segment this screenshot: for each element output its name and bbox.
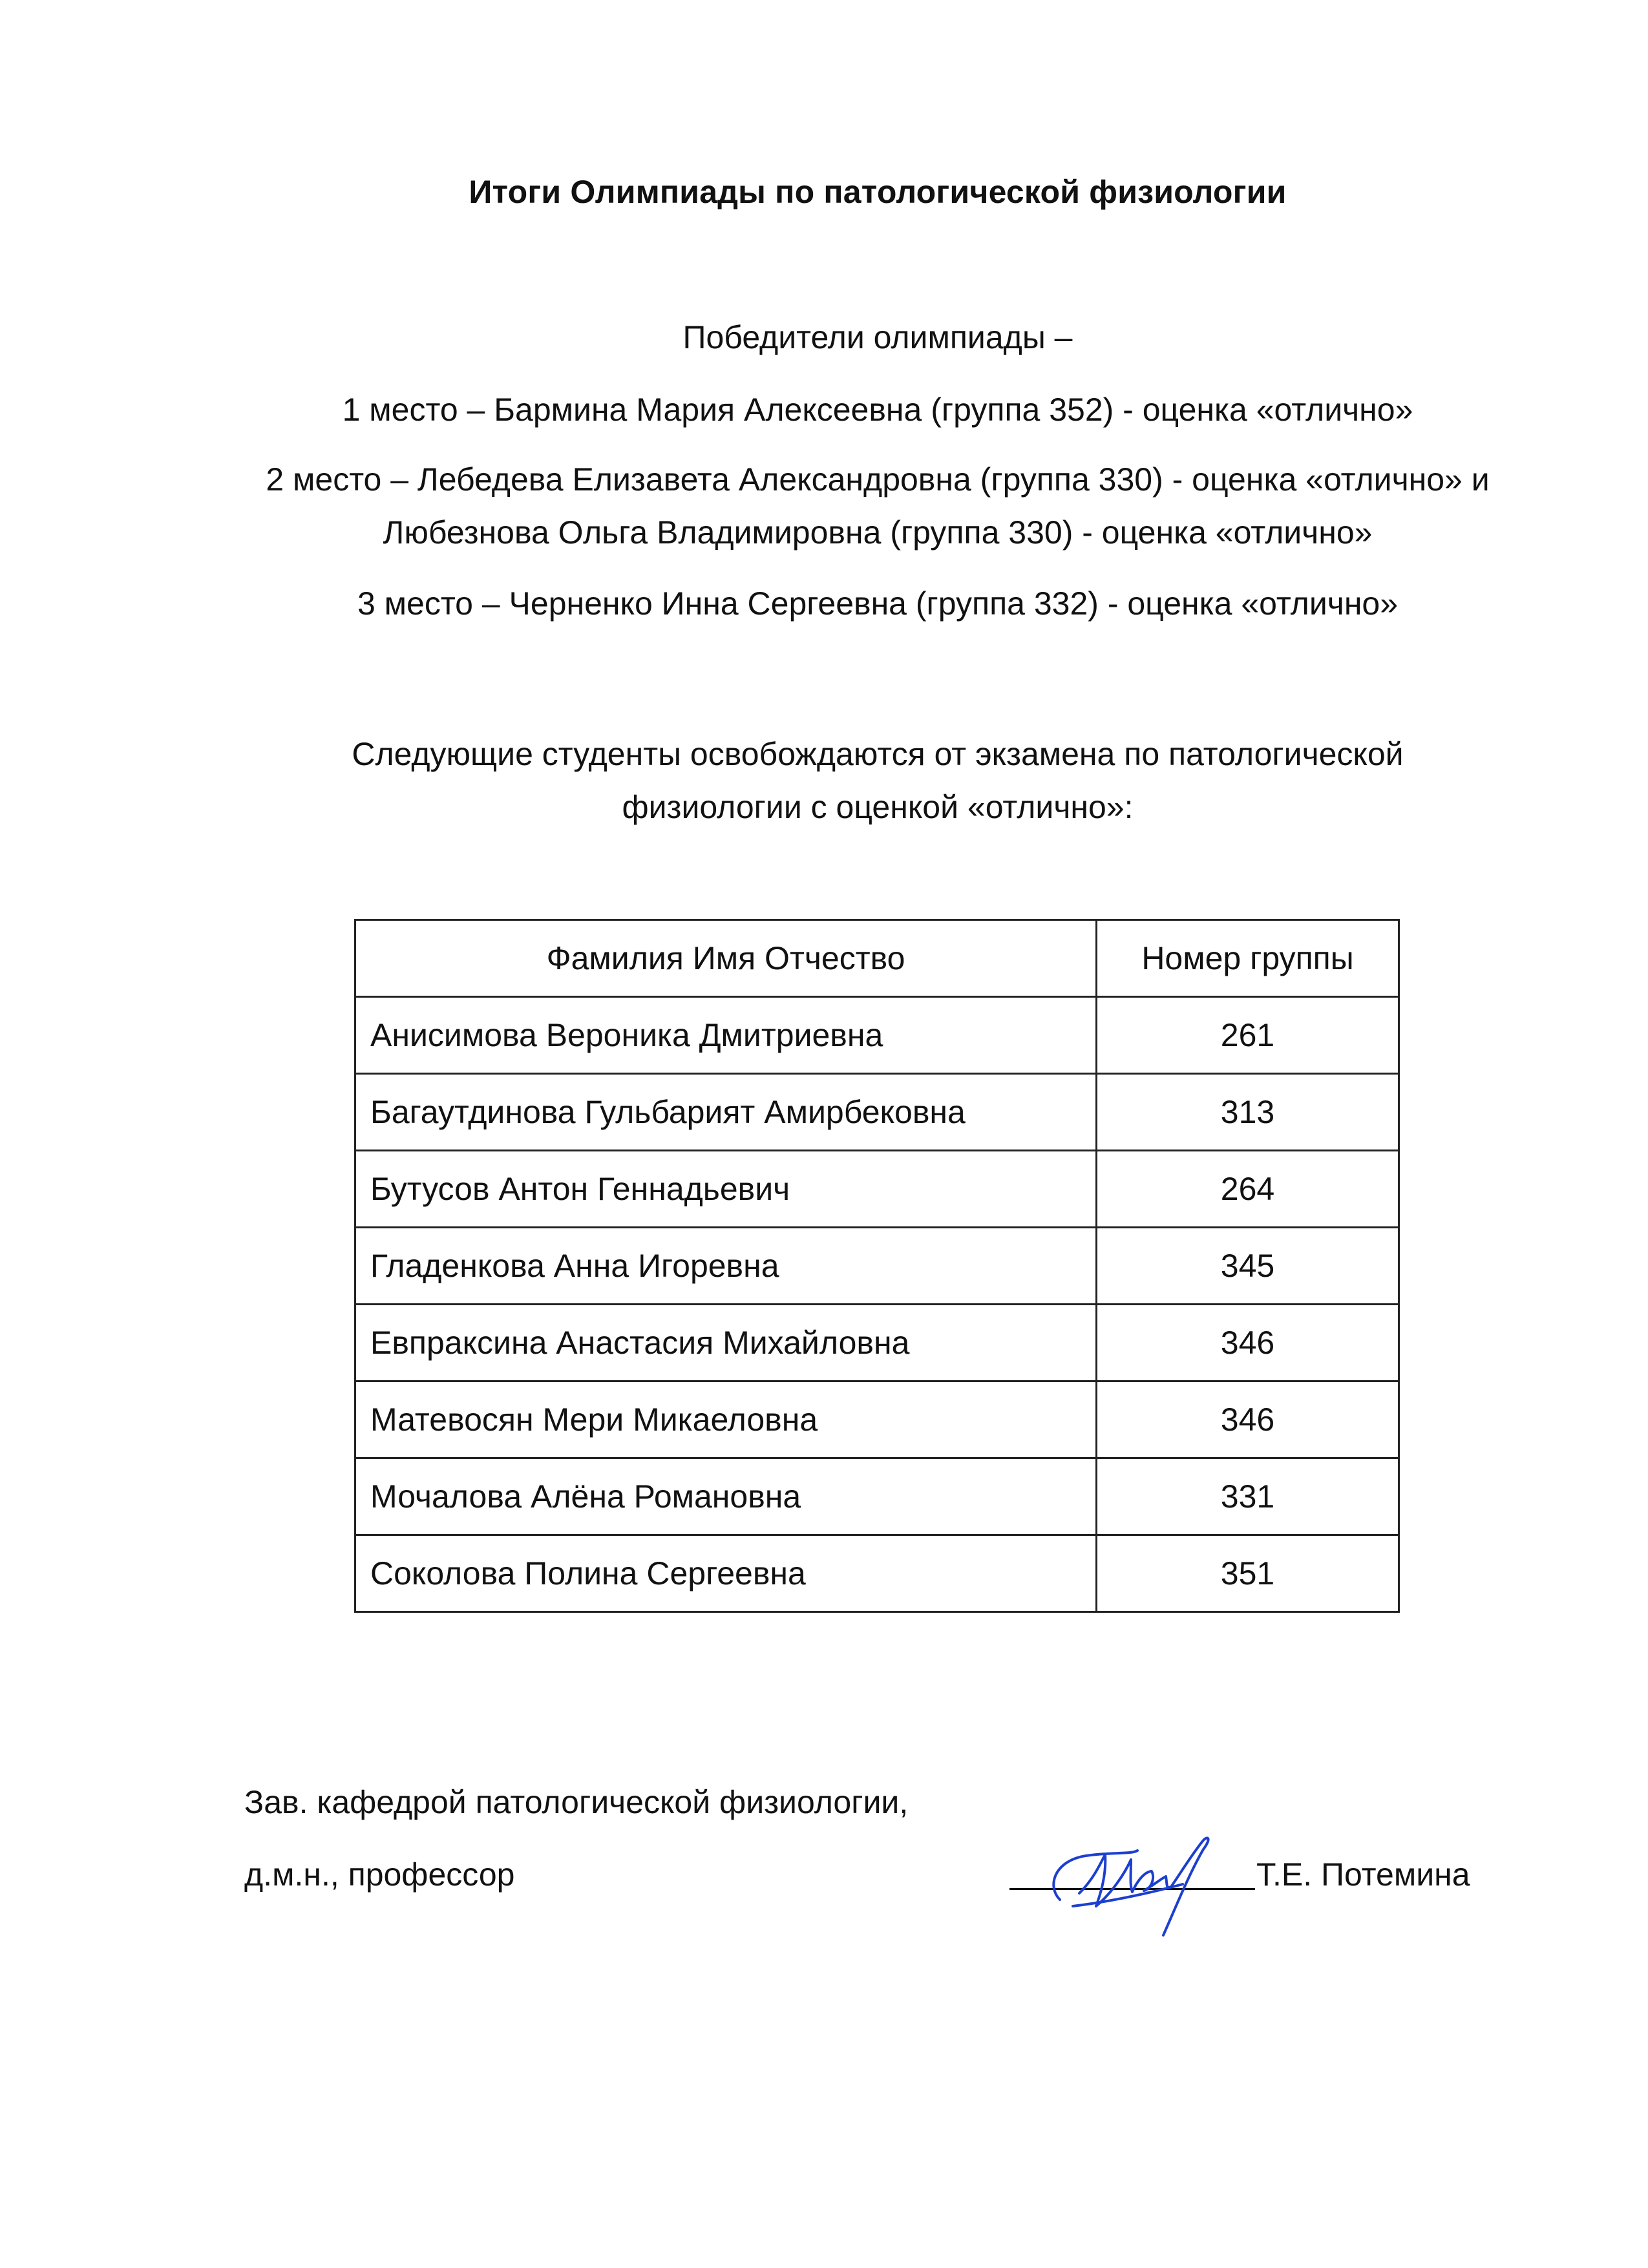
- student-group: 264: [1097, 1151, 1399, 1228]
- winner-place-1: 1 место – Бармина Мария Алексеевна (группа 352) - оценка «отлично»: [342, 392, 1413, 428]
- signer-name: Т.Е. Потемина: [1256, 1856, 1470, 1893]
- student-name: Евпраксина Анастасия Михайловна: [355, 1305, 1097, 1381]
- student-name: Соколова Полина Сергеевна: [355, 1535, 1097, 1612]
- handwritten-signature: [1034, 1809, 1267, 1938]
- student-name: Багаутдинова Гульбарият Амирбековна: [355, 1074, 1097, 1151]
- student-name: Матевосян Мери Микаеловна: [355, 1381, 1097, 1458]
- signer-position-line-1: Зав. кафедрой патологической физиологии,: [244, 1784, 909, 1820]
- document-title: Итоги Олимпиады по патологической физиологии: [469, 174, 1287, 210]
- table-row: [355, 1458, 1399, 1535]
- student-name: Гладенкова Анна Игоревна: [355, 1228, 1097, 1305]
- winner-place-3: 3 место – Черненко Инна Сергеевна (группа 332) - оценка «отлично»: [357, 585, 1399, 622]
- signer-position-line-2: д.м.н., профессор: [244, 1856, 515, 1893]
- winners-heading: Победители олимпиады –: [682, 319, 1073, 355]
- student-name: Анисимова Вероника Дмитриевна: [355, 997, 1097, 1074]
- winner-place-2-line-2: Любезнова Ольга Владимировна (группа 330) - оценка «отлично»: [383, 514, 1373, 551]
- winner-place-2-line-1: 2 место – Лебедева Елизавета Александровна (группа 330) - оценка «отлично» и: [266, 461, 1490, 498]
- exempt-line-1: Следующие студенты освобождаются от экзамена по патологической: [352, 736, 1404, 772]
- table-row: [355, 1074, 1399, 1151]
- student-group: 346: [1097, 1381, 1399, 1458]
- header-full-name: Фамилия Имя Отчество: [355, 920, 1097, 997]
- student-group: 261: [1097, 997, 1399, 1074]
- table-row: [355, 997, 1399, 1074]
- student-name: Бутусов Антон Геннадьевич: [355, 1151, 1097, 1228]
- table-row: [355, 1535, 1399, 1612]
- student-group: 331: [1097, 1458, 1399, 1535]
- exempt-paragraph: [0, 728, 1648, 834]
- table-row: [355, 1381, 1399, 1458]
- header-group-number: Номер группы: [1097, 920, 1399, 997]
- table-header-row: [355, 920, 1399, 997]
- table-row: [355, 1151, 1399, 1228]
- exempt-students-table: [354, 919, 1400, 1613]
- student-name: Мочалова Алёна Романовна: [355, 1458, 1097, 1535]
- student-group: 313: [1097, 1074, 1399, 1151]
- student-group: 351: [1097, 1535, 1399, 1612]
- student-group: 346: [1097, 1305, 1399, 1381]
- exempt-line-2: физиологии с оценкой «отлично»:: [622, 789, 1134, 825]
- student-group: 345: [1097, 1228, 1399, 1305]
- table-row: [355, 1228, 1399, 1305]
- table-row: [355, 1305, 1399, 1381]
